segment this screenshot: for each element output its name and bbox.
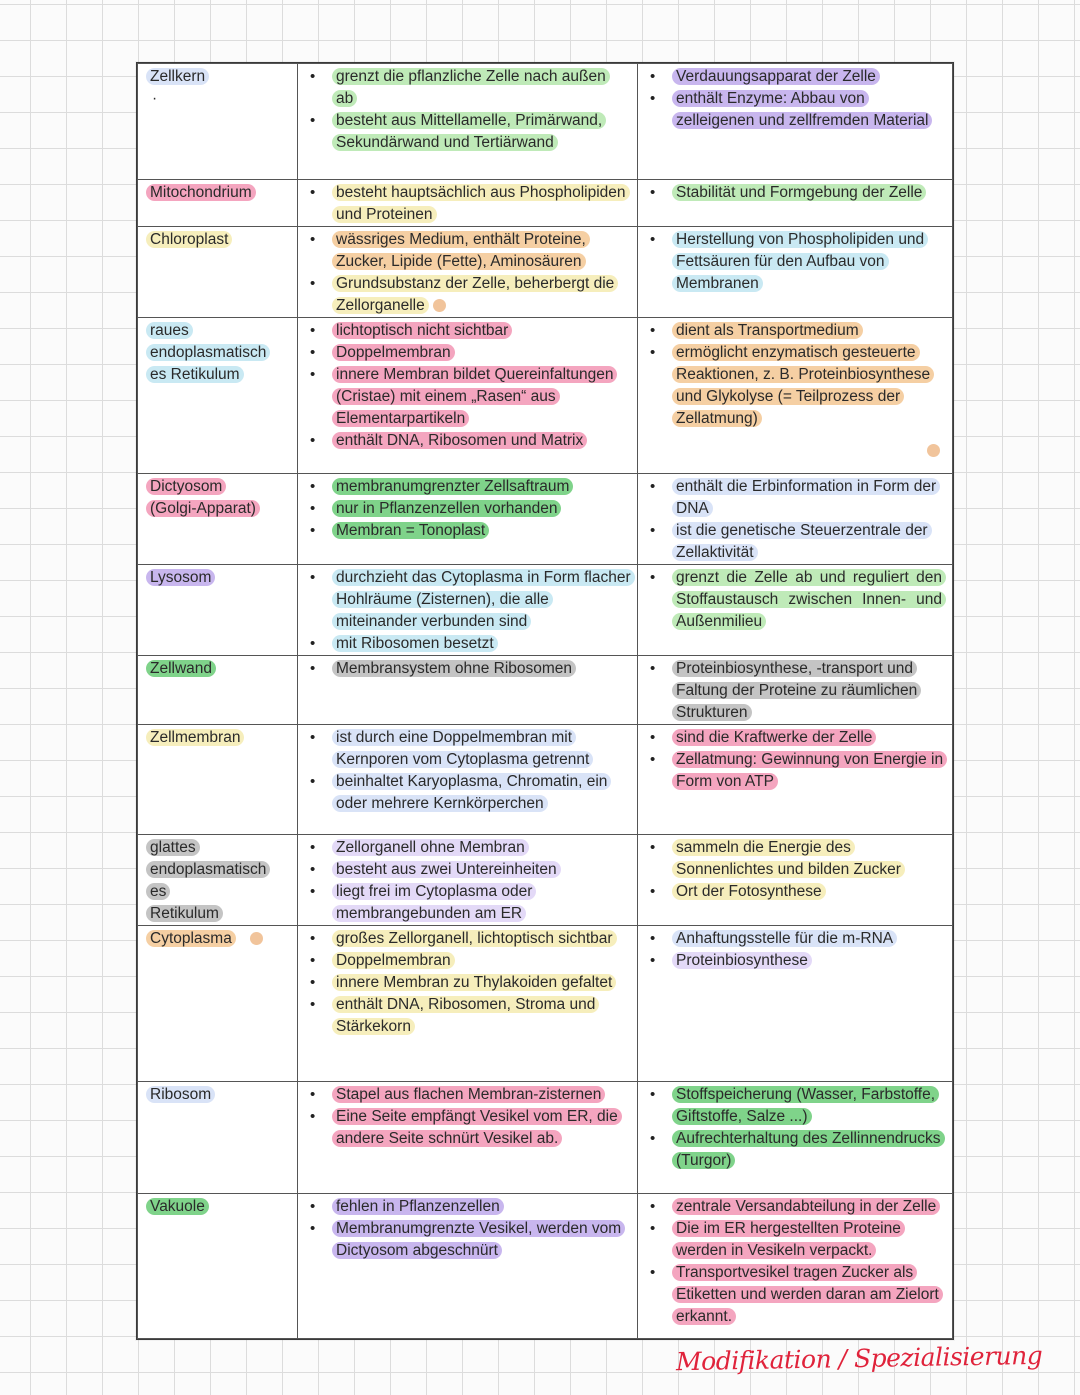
list-item: • durchzieht das Cytoplasma in Form flacher Hohlräume (Zisternen), die alle miteinander verbunden sind	[332, 567, 631, 633]
term-label: Dictyosom	[146, 478, 226, 495]
term-cell	[138, 180, 298, 227]
structure-cell	[298, 656, 638, 725]
function-cell	[638, 725, 953, 835]
function-cell	[638, 64, 953, 180]
list-item: • Die im ER hergestellten Proteine werden in Vesikeln verpackt.	[672, 1218, 946, 1262]
structure-cell	[298, 725, 638, 835]
term-label: Ribosom	[146, 1086, 215, 1103]
term-cell	[138, 656, 298, 725]
term-label: Zellwand	[146, 660, 216, 677]
list-item: • beinhaltet Karyoplasma, Chromatin, ein oder mehrere Kernkörperchen	[332, 771, 631, 815]
term-cell	[138, 1082, 298, 1194]
function-cell	[638, 926, 953, 1082]
table-row	[138, 1194, 953, 1339]
table-row	[138, 835, 953, 926]
term-label: glattes	[146, 839, 200, 856]
term-label: Cytoplasma	[146, 930, 236, 947]
term-label: Lysosom	[146, 569, 215, 586]
structure-cell	[298, 926, 638, 1082]
term-cell	[138, 318, 298, 474]
list-item: • Doppelmembran	[332, 342, 631, 364]
term-cell	[138, 565, 298, 656]
list-item: • ist durch eine Doppelmembran mit Kernporen vom Cytoplasma getrennt	[332, 727, 631, 771]
structure-cell	[298, 565, 638, 656]
structure-cell	[298, 835, 638, 926]
list-item: • mit Ribosomen besetzt	[332, 633, 631, 655]
table-row	[138, 1082, 953, 1194]
structure-cell	[298, 318, 638, 474]
table-row	[138, 64, 953, 180]
list-item: • Stabilität und Formgebung der Zelle	[672, 182, 946, 204]
list-item: • fehlen in Pflanzenzellen	[332, 1196, 631, 1218]
term-cell: Zellkern ·	[138, 64, 298, 180]
structure-cell	[298, 1194, 638, 1339]
structure-cell	[298, 227, 638, 318]
list-item: • wässriges Medium, enthält Proteine, Zucker, Lipide (Fette), Aminosäuren	[332, 229, 631, 273]
list-item: • Ort der Fotosynthese	[672, 881, 946, 903]
function-cell	[638, 835, 953, 926]
list-item: • lichtoptisch nicht sichtbar	[332, 320, 631, 342]
term-label: Retikulum	[146, 905, 223, 922]
term-cell	[138, 835, 298, 926]
list-item: • sammeln die Energie des Sonnenlichtes und bilden Zucker	[672, 837, 946, 881]
list-item: • Doppelmembran	[332, 950, 631, 972]
list-item: • Stapel aus flachen Membran-zisternen	[332, 1084, 631, 1106]
function-cell	[638, 180, 953, 227]
structure-cell	[298, 180, 638, 227]
list-item: • Membran = Tonoplast	[332, 520, 631, 542]
orange-dot-marker	[927, 444, 940, 457]
list-item: • Anhaftungsstelle für die m-RNA	[672, 928, 946, 950]
table-row	[138, 474, 953, 565]
list-item: • Zellatmung: Gewinnung von Energie in Form von ATP	[672, 749, 946, 793]
organelle-table-sheet	[136, 62, 954, 1340]
list-item: • ist die genetische Steuerzentrale der Zellaktivität	[672, 520, 946, 564]
function-cell	[638, 656, 953, 725]
term-label: Zellmembran	[146, 729, 244, 746]
list-item: • Proteinbiosynthese	[672, 950, 946, 972]
table-row	[138, 318, 953, 474]
structure-cell	[298, 474, 638, 565]
term-label: (Golgi-Apparat)	[146, 500, 260, 517]
table-row	[138, 926, 953, 1082]
term-label: endoplasmatisch	[146, 861, 270, 878]
list-item: • Aufrechterhaltung des Zellinnendrucks (Turgor)	[672, 1128, 946, 1172]
list-item: • sind die Kraftwerke der Zelle	[672, 727, 946, 749]
term-label: Mitochondrium	[146, 184, 256, 201]
list-item: • dient als Transportmedium	[672, 320, 946, 342]
table-row	[138, 725, 953, 835]
function-cell	[638, 318, 953, 474]
orange-dot-marker	[433, 299, 446, 312]
list-item: • Stoffspeicherung (Wasser, Farbstoffe, Giftstoffe, Salze ...)	[672, 1084, 946, 1128]
term-cell	[138, 474, 298, 565]
list-item: • enthält Enzyme: Abbau von zelleigenen und zellfremden Material	[672, 88, 946, 132]
term-cell	[138, 926, 298, 1082]
list-item: • membranumgrenzter Zellsaftraum	[332, 476, 631, 498]
list-item: • enthält die Erbinformation in Form der DNA	[672, 476, 946, 520]
list-item: • Herstellung von Phospholipiden und Fettsäuren für den Aufbau von Membranen	[672, 229, 946, 295]
table-row	[138, 227, 953, 318]
term-label: Chloroplast	[146, 231, 232, 248]
list-item: • grenzt die Zelle ab und reguliert den Stoffaustausch zwischen Innen- und Außenmilieu	[672, 567, 946, 633]
function-cell	[638, 1194, 953, 1339]
list-item: • Membransystem ohne Ribosomen	[332, 658, 631, 680]
list-item: • Proteinbiosynthese, -transport und Faltung der Proteine zu räumlichen Strukturen	[672, 658, 946, 724]
list-item: • liegt frei im Cytoplasma oder membrangebunden am ER	[332, 881, 631, 925]
function-cell	[638, 474, 953, 565]
term-label: endoplasmatisch	[146, 344, 270, 361]
structure-cell	[298, 1082, 638, 1194]
list-item: • ermöglicht enzymatisch gesteuerte Reaktionen, z. B. Proteinbiosynthese und Glykolyse (= Teilprozess der Zellatmung)	[672, 342, 946, 430]
list-item: • enthält DNA, Ribosomen, Stroma und Stärkekorn	[332, 994, 631, 1038]
term-label: Zellkern	[146, 68, 209, 85]
list-item: • Verdauungsapparat der Zelle	[672, 66, 946, 88]
function-cell	[638, 227, 953, 318]
table-row	[138, 180, 953, 227]
table-row	[138, 656, 953, 725]
list-item: • besteht hauptsächlich aus Phospholipiden und Proteinen	[332, 182, 631, 226]
function-cell	[638, 1082, 953, 1194]
list-item: • Zellorganell ohne Membran	[332, 837, 631, 859]
term-label: es	[146, 883, 170, 900]
term-cell	[138, 227, 298, 318]
function-cell	[638, 565, 953, 656]
term-label: raues	[146, 322, 193, 339]
table-row	[138, 565, 953, 656]
term-cell	[138, 1194, 298, 1339]
list-item: • enthält DNA, Ribosomen und Matrix	[332, 430, 631, 452]
handwritten-note: Modifikation / Spezialisierung	[675, 1340, 1043, 1377]
term-cell	[138, 725, 298, 835]
list-item: • Transportvesikel tragen Zucker als Etiketten und werden daran am Zielort erkannt.	[672, 1262, 946, 1328]
list-item: • zentrale Versandabteilung in der Zelle	[672, 1196, 946, 1218]
list-item: • grenzt die pflanzliche Zelle nach außen ab	[332, 66, 631, 110]
list-item: • nur in Pflanzenzellen vorhanden	[332, 498, 631, 520]
term-label: Vakuole	[146, 1198, 209, 1215]
structure-cell	[298, 64, 638, 180]
list-item: • Eine Seite empfängt Vesikel vom ER, die andere Seite schnürt Vesikel ab.	[332, 1106, 631, 1150]
list-item: • innere Membran bildet Quereinfaltungen (Cristae) mit einem „Rasen“ aus Elementarpartikeln	[332, 364, 631, 430]
list-item: • Grundsubstanz der Zelle, beherbergt die Zellorganelle	[332, 273, 631, 317]
organelle-table	[137, 63, 953, 1339]
list-item: • Membranumgrenzte Vesikel, werden vom Dictyosom abgeschnürt	[332, 1218, 631, 1262]
orange-dot-marker	[250, 932, 263, 945]
list-item: • innere Membran zu Thylakoiden gefaltet	[332, 972, 631, 994]
list-item: • großes Zellorganell, lichtoptisch sichtbar	[332, 928, 631, 950]
list-item: • besteht aus zwei Untereinheiten	[332, 859, 631, 881]
list-item: • besteht aus Mittellamelle, Primärwand, Sekundärwand und Tertiärwand	[332, 110, 631, 154]
term-label: es Retikulum	[146, 366, 244, 383]
